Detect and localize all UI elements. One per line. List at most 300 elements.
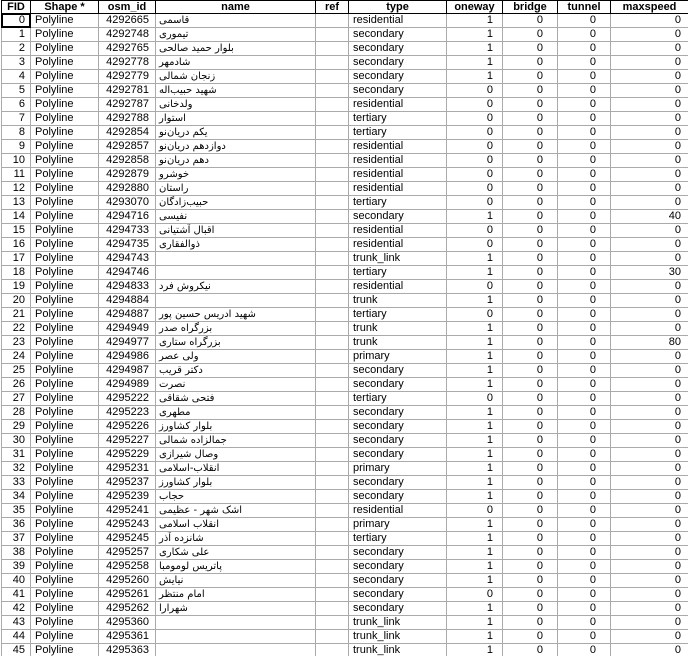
cell-fid[interactable]: 23 — [2, 336, 31, 350]
cell-maxspeed[interactable]: 0 — [611, 434, 688, 448]
cell-shape[interactable]: Polyline — [31, 70, 99, 84]
cell-bridge[interactable]: 0 — [503, 140, 558, 154]
cell-ref[interactable] — [316, 238, 349, 252]
column-header-fid[interactable]: FID — [2, 1, 31, 14]
cell-ref[interactable] — [316, 140, 349, 154]
cell-type[interactable]: secondary — [349, 406, 447, 420]
cell-bridge[interactable]: 0 — [503, 560, 558, 574]
cell-tunnel[interactable]: 0 — [558, 70, 611, 84]
cell-type[interactable]: secondary — [349, 84, 447, 98]
cell-bridge[interactable]: 0 — [503, 462, 558, 476]
cell-bridge[interactable]: 0 — [503, 238, 558, 252]
cell-osm_id[interactable]: 4292788 — [99, 112, 156, 126]
cell-oneway[interactable]: 1 — [447, 322, 503, 336]
cell-tunnel[interactable]: 0 — [558, 182, 611, 196]
cell-type[interactable]: primary — [349, 350, 447, 364]
cell-maxspeed[interactable]: 0 — [611, 154, 688, 168]
cell-osm_id[interactable]: 4292857 — [99, 140, 156, 154]
cell-oneway[interactable]: 0 — [447, 168, 503, 182]
cell-oneway[interactable]: 1 — [447, 546, 503, 560]
cell-bridge[interactable]: 0 — [503, 14, 558, 28]
cell-type[interactable]: residential — [349, 168, 447, 182]
cell-oneway[interactable]: 1 — [447, 336, 503, 350]
cell-maxspeed[interactable]: 0 — [611, 602, 688, 616]
cell-oneway[interactable]: 0 — [447, 504, 503, 518]
cell-bridge[interactable]: 0 — [503, 42, 558, 56]
cell-oneway[interactable]: 1 — [447, 532, 503, 546]
cell-ref[interactable] — [316, 322, 349, 336]
cell-tunnel[interactable]: 0 — [558, 252, 611, 266]
cell-ref[interactable] — [316, 84, 349, 98]
cell-osm_id[interactable]: 4295361 — [99, 630, 156, 644]
cell-bridge[interactable]: 0 — [503, 182, 558, 196]
cell-tunnel[interactable]: 0 — [558, 462, 611, 476]
cell-name[interactable]: اشک شهر - عظیمی — [156, 504, 316, 518]
cell-fid[interactable]: 14 — [2, 210, 31, 224]
cell-ref[interactable] — [316, 56, 349, 70]
cell-ref[interactable] — [316, 266, 349, 280]
cell-osm_id[interactable]: 4295231 — [99, 462, 156, 476]
cell-oneway[interactable]: 1 — [447, 70, 503, 84]
cell-ref[interactable] — [316, 112, 349, 126]
cell-bridge[interactable]: 0 — [503, 98, 558, 112]
cell-fid[interactable]: 24 — [2, 350, 31, 364]
cell-osm_id[interactable]: 4292880 — [99, 182, 156, 196]
cell-maxspeed[interactable]: 0 — [611, 280, 688, 294]
cell-bridge[interactable]: 0 — [503, 490, 558, 504]
cell-tunnel[interactable]: 0 — [558, 378, 611, 392]
cell-name[interactable]: تیموری — [156, 28, 316, 42]
cell-tunnel[interactable]: 0 — [558, 490, 611, 504]
cell-shape[interactable]: Polyline — [31, 266, 99, 280]
cell-oneway[interactable]: 1 — [447, 462, 503, 476]
cell-ref[interactable] — [316, 630, 349, 644]
cell-name[interactable] — [156, 266, 316, 280]
cell-oneway[interactable]: 0 — [447, 308, 503, 322]
cell-shape[interactable]: Polyline — [31, 546, 99, 560]
cell-oneway[interactable]: 1 — [447, 630, 503, 644]
cell-osm_id[interactable]: 4295223 — [99, 406, 156, 420]
cell-osm_id[interactable]: 4292858 — [99, 154, 156, 168]
cell-ref[interactable] — [316, 546, 349, 560]
cell-tunnel[interactable]: 0 — [558, 350, 611, 364]
cell-ref[interactable] — [316, 98, 349, 112]
cell-name[interactable]: جمالزاده شمالی — [156, 434, 316, 448]
cell-maxspeed[interactable]: 0 — [611, 168, 688, 182]
cell-name[interactable]: شهرارا — [156, 602, 316, 616]
cell-oneway[interactable]: 1 — [447, 42, 503, 56]
cell-osm_id[interactable]: 4295260 — [99, 574, 156, 588]
cell-type[interactable]: secondary — [349, 574, 447, 588]
cell-name[interactable]: حجاب — [156, 490, 316, 504]
cell-type[interactable]: residential — [349, 14, 447, 28]
cell-tunnel[interactable]: 0 — [558, 210, 611, 224]
cell-osm_id[interactable]: 4294884 — [99, 294, 156, 308]
cell-osm_id[interactable]: 4295262 — [99, 602, 156, 616]
cell-type[interactable]: residential — [349, 140, 447, 154]
cell-tunnel[interactable]: 0 — [558, 336, 611, 350]
cell-name[interactable]: دکتر قریب — [156, 364, 316, 378]
cell-bridge[interactable]: 0 — [503, 518, 558, 532]
cell-shape[interactable]: Polyline — [31, 42, 99, 56]
cell-fid[interactable]: 25 — [2, 364, 31, 378]
cell-bridge[interactable]: 0 — [503, 84, 558, 98]
cell-name[interactable]: زنجان شمالی — [156, 70, 316, 84]
cell-bridge[interactable]: 0 — [503, 476, 558, 490]
cell-fid[interactable]: 19 — [2, 280, 31, 294]
cell-fid[interactable]: 27 — [2, 392, 31, 406]
cell-shape[interactable]: Polyline — [31, 588, 99, 602]
cell-osm_id[interactable]: 4292781 — [99, 84, 156, 98]
cell-ref[interactable] — [316, 14, 349, 28]
cell-name[interactable]: وصال شیرازی — [156, 448, 316, 462]
cell-shape[interactable]: Polyline — [31, 630, 99, 644]
cell-shape[interactable]: Polyline — [31, 644, 99, 656]
cell-name[interactable]: دوازدهم دریان‌نو — [156, 140, 316, 154]
cell-bridge[interactable]: 0 — [503, 504, 558, 518]
cell-shape[interactable]: Polyline — [31, 518, 99, 532]
cell-tunnel[interactable]: 0 — [558, 392, 611, 406]
cell-osm_id[interactable]: 4294716 — [99, 210, 156, 224]
cell-type[interactable]: secondary — [349, 490, 447, 504]
cell-name[interactable] — [156, 644, 316, 656]
cell-name[interactable]: بلوار کشاورز — [156, 476, 316, 490]
cell-oneway[interactable]: 0 — [447, 392, 503, 406]
cell-osm_id[interactable]: 4294989 — [99, 378, 156, 392]
cell-fid[interactable]: 33 — [2, 476, 31, 490]
cell-ref[interactable] — [316, 336, 349, 350]
cell-tunnel[interactable]: 0 — [558, 98, 611, 112]
cell-shape[interactable]: Polyline — [31, 14, 99, 28]
cell-tunnel[interactable]: 0 — [558, 546, 611, 560]
cell-tunnel[interactable]: 0 — [558, 644, 611, 656]
cell-ref[interactable] — [316, 560, 349, 574]
cell-maxspeed[interactable]: 0 — [611, 350, 688, 364]
cell-ref[interactable] — [316, 378, 349, 392]
cell-oneway[interactable]: 1 — [447, 434, 503, 448]
cell-ref[interactable] — [316, 420, 349, 434]
column-header-bridge[interactable]: bridge — [503, 1, 558, 14]
cell-shape[interactable]: Polyline — [31, 98, 99, 112]
cell-osm_id[interactable]: 4292748 — [99, 28, 156, 42]
cell-ref[interactable] — [316, 364, 349, 378]
cell-type[interactable]: secondary — [349, 42, 447, 56]
cell-oneway[interactable]: 1 — [447, 210, 503, 224]
cell-tunnel[interactable]: 0 — [558, 434, 611, 448]
cell-osm_id[interactable]: 4295241 — [99, 504, 156, 518]
cell-fid[interactable]: 6 — [2, 98, 31, 112]
cell-ref[interactable] — [316, 224, 349, 238]
cell-tunnel[interactable]: 0 — [558, 28, 611, 42]
cell-name[interactable]: شهید حبیب‌اله — [156, 84, 316, 98]
cell-maxspeed[interactable]: 0 — [611, 70, 688, 84]
cell-maxspeed[interactable]: 0 — [611, 308, 688, 322]
cell-bridge[interactable]: 0 — [503, 364, 558, 378]
cell-bridge[interactable]: 0 — [503, 168, 558, 182]
cell-tunnel[interactable]: 0 — [558, 504, 611, 518]
cell-shape[interactable]: Polyline — [31, 224, 99, 238]
cell-oneway[interactable]: 1 — [447, 560, 503, 574]
cell-oneway[interactable]: 0 — [447, 238, 503, 252]
cell-type[interactable]: trunk_link — [349, 616, 447, 630]
cell-osm_id[interactable]: 4294987 — [99, 364, 156, 378]
cell-fid[interactable]: 20 — [2, 294, 31, 308]
cell-shape[interactable]: Polyline — [31, 126, 99, 140]
cell-maxspeed[interactable]: 0 — [611, 28, 688, 42]
cell-fid[interactable]: 10 — [2, 154, 31, 168]
cell-tunnel[interactable]: 0 — [558, 322, 611, 336]
cell-bridge[interactable]: 0 — [503, 126, 558, 140]
cell-bridge[interactable]: 0 — [503, 448, 558, 462]
cell-oneway[interactable]: 1 — [447, 490, 503, 504]
cell-type[interactable]: trunk — [349, 294, 447, 308]
cell-bridge[interactable]: 0 — [503, 644, 558, 656]
cell-type[interactable]: primary — [349, 462, 447, 476]
cell-bridge[interactable]: 0 — [503, 308, 558, 322]
cell-tunnel[interactable]: 0 — [558, 56, 611, 70]
cell-type[interactable]: residential — [349, 280, 447, 294]
cell-shape[interactable]: Polyline — [31, 602, 99, 616]
cell-maxspeed[interactable]: 0 — [611, 518, 688, 532]
cell-type[interactable]: tertiary — [349, 532, 447, 546]
cell-tunnel[interactable]: 0 — [558, 364, 611, 378]
cell-osm_id[interactable]: 4292879 — [99, 168, 156, 182]
cell-shape[interactable]: Polyline — [31, 294, 99, 308]
cell-oneway[interactable]: 1 — [447, 476, 503, 490]
cell-name[interactable]: شانزده آذر — [156, 532, 316, 546]
cell-name[interactable]: بلوار حمید صالحی — [156, 42, 316, 56]
cell-maxspeed[interactable]: 0 — [611, 532, 688, 546]
cell-maxspeed[interactable]: 80 — [611, 336, 688, 350]
cell-shape[interactable]: Polyline — [31, 434, 99, 448]
cell-shape[interactable]: Polyline — [31, 532, 99, 546]
cell-tunnel[interactable]: 0 — [558, 630, 611, 644]
cell-name[interactable]: فتحی شقاقی — [156, 392, 316, 406]
cell-shape[interactable]: Polyline — [31, 350, 99, 364]
cell-fid[interactable]: 44 — [2, 630, 31, 644]
cell-name[interactable]: شادمهر — [156, 56, 316, 70]
cell-shape[interactable]: Polyline — [31, 182, 99, 196]
cell-ref[interactable] — [316, 280, 349, 294]
cell-maxspeed[interactable]: 0 — [611, 84, 688, 98]
cell-fid[interactable]: 35 — [2, 504, 31, 518]
cell-type[interactable]: secondary — [349, 28, 447, 42]
cell-maxspeed[interactable]: 0 — [611, 448, 688, 462]
cell-name[interactable]: حبیب‌زادگان — [156, 196, 316, 210]
cell-name[interactable] — [156, 616, 316, 630]
cell-fid[interactable]: 30 — [2, 434, 31, 448]
cell-bridge[interactable]: 0 — [503, 154, 558, 168]
cell-type[interactable]: residential — [349, 98, 447, 112]
cell-tunnel[interactable]: 0 — [558, 518, 611, 532]
cell-shape[interactable]: Polyline — [31, 574, 99, 588]
cell-tunnel[interactable]: 0 — [558, 532, 611, 546]
cell-ref[interactable] — [316, 574, 349, 588]
cell-type[interactable]: residential — [349, 238, 447, 252]
cell-tunnel[interactable]: 0 — [558, 308, 611, 322]
cell-oneway[interactable]: 1 — [447, 644, 503, 656]
cell-bridge[interactable]: 0 — [503, 56, 558, 70]
cell-osm_id[interactable]: 4295227 — [99, 434, 156, 448]
cell-maxspeed[interactable]: 0 — [611, 42, 688, 56]
cell-maxspeed[interactable]: 0 — [611, 196, 688, 210]
cell-fid[interactable]: 15 — [2, 224, 31, 238]
cell-name[interactable]: نیایش — [156, 574, 316, 588]
cell-tunnel[interactable]: 0 — [558, 224, 611, 238]
cell-shape[interactable]: Polyline — [31, 112, 99, 126]
cell-fid[interactable]: 11 — [2, 168, 31, 182]
cell-shape[interactable]: Polyline — [31, 336, 99, 350]
cell-type[interactable]: secondary — [349, 70, 447, 84]
cell-osm_id[interactable]: 4295245 — [99, 532, 156, 546]
cell-oneway[interactable]: 1 — [447, 252, 503, 266]
cell-shape[interactable]: Polyline — [31, 616, 99, 630]
cell-maxspeed[interactable]: 0 — [611, 560, 688, 574]
cell-shape[interactable]: Polyline — [31, 56, 99, 70]
cell-shape[interactable]: Polyline — [31, 406, 99, 420]
cell-type[interactable]: trunk_link — [349, 644, 447, 656]
cell-tunnel[interactable]: 0 — [558, 154, 611, 168]
column-header-shape[interactable]: Shape * — [31, 1, 99, 14]
cell-type[interactable]: primary — [349, 518, 447, 532]
cell-ref[interactable] — [316, 154, 349, 168]
cell-bridge[interactable]: 0 — [503, 532, 558, 546]
cell-bridge[interactable]: 0 — [503, 630, 558, 644]
column-header-osm_id[interactable]: osm_id — [99, 1, 156, 14]
cell-oneway[interactable]: 1 — [447, 56, 503, 70]
cell-oneway[interactable]: 1 — [447, 266, 503, 280]
cell-type[interactable]: secondary — [349, 476, 447, 490]
cell-oneway[interactable]: 0 — [447, 98, 503, 112]
cell-tunnel[interactable]: 0 — [558, 420, 611, 434]
cell-maxspeed[interactable]: 0 — [611, 364, 688, 378]
cell-fid[interactable]: 0 — [2, 14, 31, 28]
cell-ref[interactable] — [316, 644, 349, 656]
cell-tunnel[interactable]: 0 — [558, 616, 611, 630]
cell-maxspeed[interactable]: 0 — [611, 98, 688, 112]
cell-name[interactable]: علی شکاری — [156, 546, 316, 560]
cell-maxspeed[interactable]: 0 — [611, 616, 688, 630]
cell-type[interactable]: trunk_link — [349, 252, 447, 266]
cell-tunnel[interactable]: 0 — [558, 588, 611, 602]
cell-fid[interactable]: 22 — [2, 322, 31, 336]
cell-ref[interactable] — [316, 294, 349, 308]
cell-name[interactable]: قاسمی — [156, 14, 316, 28]
cell-ref[interactable] — [316, 42, 349, 56]
cell-fid[interactable]: 17 — [2, 252, 31, 266]
cell-type[interactable]: tertiary — [349, 112, 447, 126]
cell-osm_id[interactable]: 4294743 — [99, 252, 156, 266]
cell-shape[interactable]: Polyline — [31, 476, 99, 490]
cell-maxspeed[interactable]: 0 — [611, 644, 688, 656]
cell-maxspeed[interactable]: 0 — [611, 126, 688, 140]
cell-osm_id[interactable]: 4294746 — [99, 266, 156, 280]
cell-maxspeed[interactable]: 0 — [611, 238, 688, 252]
cell-bridge[interactable]: 0 — [503, 210, 558, 224]
cell-oneway[interactable]: 1 — [447, 378, 503, 392]
cell-fid[interactable]: 5 — [2, 84, 31, 98]
cell-osm_id[interactable]: 4295229 — [99, 448, 156, 462]
cell-name[interactable]: بزرگراه صدر — [156, 322, 316, 336]
cell-shape[interactable]: Polyline — [31, 154, 99, 168]
cell-type[interactable]: tertiary — [349, 308, 447, 322]
cell-osm_id[interactable]: 4294887 — [99, 308, 156, 322]
cell-ref[interactable] — [316, 252, 349, 266]
cell-fid[interactable]: 36 — [2, 518, 31, 532]
cell-osm_id[interactable]: 4295258 — [99, 560, 156, 574]
cell-oneway[interactable]: 1 — [447, 448, 503, 462]
cell-name[interactable]: راستان — [156, 182, 316, 196]
cell-name[interactable]: انقلاب اسلامی — [156, 518, 316, 532]
cell-maxspeed[interactable]: 0 — [611, 224, 688, 238]
cell-ref[interactable] — [316, 462, 349, 476]
cell-name[interactable]: امام منتظر — [156, 588, 316, 602]
cell-fid[interactable]: 8 — [2, 126, 31, 140]
cell-shape[interactable]: Polyline — [31, 280, 99, 294]
cell-shape[interactable]: Polyline — [31, 322, 99, 336]
cell-ref[interactable] — [316, 406, 349, 420]
cell-ref[interactable] — [316, 518, 349, 532]
cell-bridge[interactable]: 0 — [503, 252, 558, 266]
cell-shape[interactable]: Polyline — [31, 28, 99, 42]
cell-name[interactable]: استوار — [156, 112, 316, 126]
cell-maxspeed[interactable]: 0 — [611, 392, 688, 406]
cell-name[interactable]: پاتریس لومومبا — [156, 560, 316, 574]
cell-oneway[interactable]: 0 — [447, 112, 503, 126]
cell-bridge[interactable]: 0 — [503, 322, 558, 336]
cell-ref[interactable] — [316, 28, 349, 42]
cell-osm_id[interactable]: 4292665 — [99, 14, 156, 28]
cell-tunnel[interactable]: 0 — [558, 84, 611, 98]
cell-oneway[interactable]: 1 — [447, 602, 503, 616]
cell-type[interactable]: secondary — [349, 210, 447, 224]
cell-shape[interactable]: Polyline — [31, 490, 99, 504]
cell-fid[interactable]: 12 — [2, 182, 31, 196]
cell-tunnel[interactable]: 0 — [558, 14, 611, 28]
cell-type[interactable]: residential — [349, 154, 447, 168]
column-header-ref[interactable]: ref — [316, 1, 349, 14]
cell-osm_id[interactable]: 4292765 — [99, 42, 156, 56]
cell-osm_id[interactable]: 4294735 — [99, 238, 156, 252]
cell-fid[interactable]: 2 — [2, 42, 31, 56]
cell-oneway[interactable]: 0 — [447, 126, 503, 140]
cell-ref[interactable] — [316, 588, 349, 602]
cell-type[interactable]: trunk — [349, 336, 447, 350]
cell-tunnel[interactable]: 0 — [558, 476, 611, 490]
cell-osm_id[interactable]: 4292787 — [99, 98, 156, 112]
cell-name[interactable] — [156, 294, 316, 308]
cell-bridge[interactable]: 0 — [503, 574, 558, 588]
cell-shape[interactable]: Polyline — [31, 140, 99, 154]
cell-osm_id[interactable]: 4294986 — [99, 350, 156, 364]
cell-ref[interactable] — [316, 70, 349, 84]
cell-osm_id[interactable]: 4294733 — [99, 224, 156, 238]
cell-maxspeed[interactable]: 30 — [611, 266, 688, 280]
cell-tunnel[interactable]: 0 — [558, 168, 611, 182]
cell-tunnel[interactable]: 0 — [558, 140, 611, 154]
cell-osm_id[interactable]: 4295261 — [99, 588, 156, 602]
cell-oneway[interactable]: 1 — [447, 518, 503, 532]
cell-oneway[interactable]: 1 — [447, 406, 503, 420]
cell-name[interactable]: شهید ادریس حسین پور — [156, 308, 316, 322]
cell-bridge[interactable]: 0 — [503, 420, 558, 434]
cell-maxspeed[interactable]: 0 — [611, 462, 688, 476]
column-header-oneway[interactable]: oneway — [447, 1, 503, 14]
cell-fid[interactable]: 37 — [2, 532, 31, 546]
cell-maxspeed[interactable]: 0 — [611, 546, 688, 560]
cell-shape[interactable]: Polyline — [31, 168, 99, 182]
cell-maxspeed[interactable]: 0 — [611, 574, 688, 588]
